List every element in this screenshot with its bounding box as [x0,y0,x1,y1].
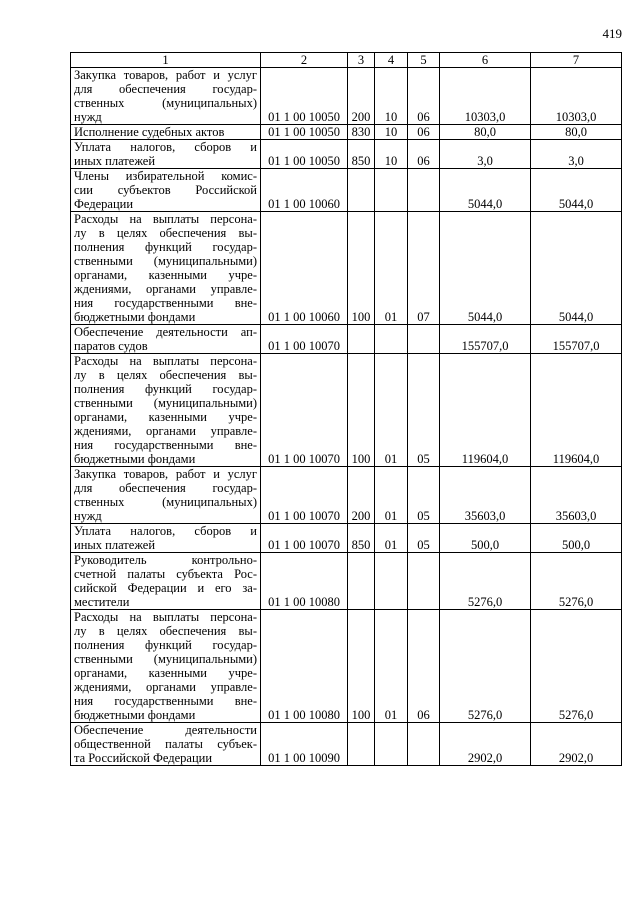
description-line: Обеспечение деятельности [74,723,257,737]
amount-column-6-cell: 500,0 [440,524,531,553]
section-cell: 10 [375,140,408,169]
description-line: ния государственными вне- [74,694,257,708]
expense-type-cell: 100 [348,212,375,325]
expense-type-cell: 850 [348,524,375,553]
description-cell [71,125,261,140]
table-row [71,212,622,325]
table-row [71,553,622,610]
description-line: сийской Федерации и его за- [74,581,257,595]
budget-table [70,52,622,766]
description-line: ственными (муниципальными) [74,254,257,268]
budget-code-cell: 01 1 00 10080 [261,610,348,723]
page-number: 419 [602,26,622,41]
section-cell: 10 [375,68,408,125]
expense-type-cell: 100 [348,610,375,723]
amount-column-7-cell: 5044,0 [531,169,622,212]
budget-code-cell: 01 1 00 10060 [261,169,348,212]
amount-column-6-cell: 35603,0 [440,467,531,524]
description-line: для обеспечения государ- [74,82,257,96]
amount-column-6-cell: 155707,0 [440,325,531,354]
section-cell: 01 [375,524,408,553]
amount-column-6-cell: 5276,0 [440,553,531,610]
amount-column-7-cell: 5276,0 [531,610,622,723]
description-cell [71,610,261,723]
description-cell [71,467,261,524]
table-header-row [71,53,622,68]
amount-column-6-cell: 5044,0 [440,169,531,212]
description-line: Исполнение судебных актов [74,125,225,139]
budget-code-cell: 01 1 00 10050 [261,68,348,125]
description-line: лу в целях обеспечения вы- [74,368,257,382]
description-line: сии субъектов Российской [74,183,257,197]
table-row [71,610,622,723]
description-line: лу в целях обеспечения вы- [74,624,257,638]
description-line: Уплата налогов, сборов и [74,140,257,154]
section-cell [375,723,408,766]
header-cell-5: 5 [408,53,440,68]
description-line: бюджетными фондами [74,708,196,722]
description-line: бюджетными фондами [74,310,196,324]
expense-type-cell: 100 [348,354,375,467]
section-cell: 01 [375,354,408,467]
description-cell [71,212,261,325]
amount-column-7-cell: 155707,0 [531,325,622,354]
amount-column-6-cell: 5276,0 [440,610,531,723]
description-line: счетной палаты субъекта Рос- [74,567,257,581]
amount-column-7-cell: 5044,0 [531,212,622,325]
subsection-cell: 07 [408,212,440,325]
subsection-cell [408,325,440,354]
amount-column-6-cell: 3,0 [440,140,531,169]
description-line: Уплата налогов, сборов и [74,524,257,538]
budget-code-cell: 01 1 00 10080 [261,553,348,610]
header-cell-3: 3 [348,53,375,68]
subsection-cell: 05 [408,524,440,553]
header-cell-4: 4 [375,53,408,68]
description-line: ния государственными вне- [74,438,257,452]
description-cell [71,524,261,553]
description-line: органами, казенными учре- [74,666,257,680]
header-cell-7: 7 [531,53,622,68]
section-cell [375,169,408,212]
amount-column-7-cell: 119604,0 [531,354,622,467]
subsection-cell [408,169,440,212]
subsection-cell: 06 [408,68,440,125]
description-cell [71,553,261,610]
budget-code-cell: 01 1 00 10060 [261,212,348,325]
table-row [71,467,622,524]
description-cell [71,140,261,169]
section-cell [375,325,408,354]
amount-column-7-cell: 3,0 [531,140,622,169]
description-line: органами, казенными учре- [74,268,257,282]
subsection-cell: 06 [408,610,440,723]
amount-column-7-cell: 500,0 [531,524,622,553]
description-line: местители [74,595,130,609]
description-line: ственных (муниципальных) [74,96,257,110]
expense-type-cell: 200 [348,467,375,524]
description-line: ственными (муниципальными) [74,396,257,410]
table-row [71,169,622,212]
expense-type-cell [348,169,375,212]
description-line: иных платежей [74,154,156,168]
table-row [71,68,622,125]
table-row [71,140,622,169]
description-line: Закупка товаров, работ и услуг [74,68,257,82]
description-line: ждениями, органами управле- [74,282,257,296]
description-line: та Российской Федерации [74,751,213,765]
amount-column-7-cell: 80,0 [531,125,622,140]
subsection-cell [408,723,440,766]
description-line: паратов судов [74,339,148,353]
description-line: ния государственными вне- [74,296,257,310]
budget-code-cell: 01 1 00 10070 [261,354,348,467]
budget-code-cell: 01 1 00 10070 [261,467,348,524]
description-line: полнения функций государ- [74,240,257,254]
amount-column-7-cell: 2902,0 [531,723,622,766]
amount-column-6-cell: 80,0 [440,125,531,140]
description-line: Расходы на выплаты персона- [74,212,257,226]
description-line: общественной палаты субъек- [74,737,257,751]
description-line: Обеспечение деятельности ап- [74,325,257,339]
table-row [71,723,622,766]
description-line: Закупка товаров, работ и услуг [74,467,257,481]
description-line: полнения функций государ- [74,638,257,652]
table-row [71,354,622,467]
section-cell: 10 [375,125,408,140]
budget-code-cell: 01 1 00 10050 [261,140,348,169]
expense-type-cell: 200 [348,68,375,125]
table-row [71,125,622,140]
expense-type-cell [348,325,375,354]
header-cell-6: 6 [440,53,531,68]
description-line: Члены избирательной комис- [74,169,257,183]
expense-type-cell [348,553,375,610]
subsection-cell: 06 [408,125,440,140]
amount-column-6-cell: 2902,0 [440,723,531,766]
section-cell: 01 [375,212,408,325]
expense-type-cell: 850 [348,140,375,169]
description-line: нужд [74,110,102,124]
budget-code-cell: 01 1 00 10070 [261,524,348,553]
amount-column-7-cell: 35603,0 [531,467,622,524]
budget-code-cell: 01 1 00 10050 [261,125,348,140]
description-cell [71,169,261,212]
description-cell [71,723,261,766]
table-row [71,524,622,553]
header-cell-1: 1 [71,53,261,68]
expense-type-cell [348,723,375,766]
description-line: ждениями, органами управле- [74,680,257,694]
description-line: органами, казенными учре- [74,410,257,424]
amount-column-7-cell: 5276,0 [531,553,622,610]
amount-column-6-cell: 119604,0 [440,354,531,467]
amount-column-6-cell: 5044,0 [440,212,531,325]
expense-type-cell: 830 [348,125,375,140]
header-cell-2: 2 [261,53,348,68]
description-line: нужд [74,509,102,523]
description-line: Расходы на выплаты персона- [74,610,257,624]
section-cell: 01 [375,610,408,723]
subsection-cell: 06 [408,140,440,169]
table-row [71,325,622,354]
description-cell [71,325,261,354]
description-line: Федерации [74,197,134,211]
budget-code-cell: 01 1 00 10090 [261,723,348,766]
amount-column-6-cell: 10303,0 [440,68,531,125]
description-line: бюджетными фондами [74,452,196,466]
budget-code-cell: 01 1 00 10070 [261,325,348,354]
description-line: полнения функций государ- [74,382,257,396]
subsection-cell: 05 [408,354,440,467]
section-cell: 01 [375,467,408,524]
description-cell [71,68,261,125]
description-line: для обеспечения государ- [74,481,257,495]
section-cell [375,553,408,610]
subsection-cell [408,553,440,610]
description-line: ждениями, органами управле- [74,424,257,438]
description-line: ственными (муниципальными) [74,652,257,666]
description-line: Руководитель контрольно- [74,553,257,567]
description-line: ственных (муниципальных) [74,495,257,509]
amount-column-7-cell: 10303,0 [531,68,622,125]
description-line: иных платежей [74,538,156,552]
subsection-cell: 05 [408,467,440,524]
description-cell [71,354,261,467]
description-line: лу в целях обеспечения вы- [74,226,257,240]
description-line: Расходы на выплаты персона- [74,354,257,368]
